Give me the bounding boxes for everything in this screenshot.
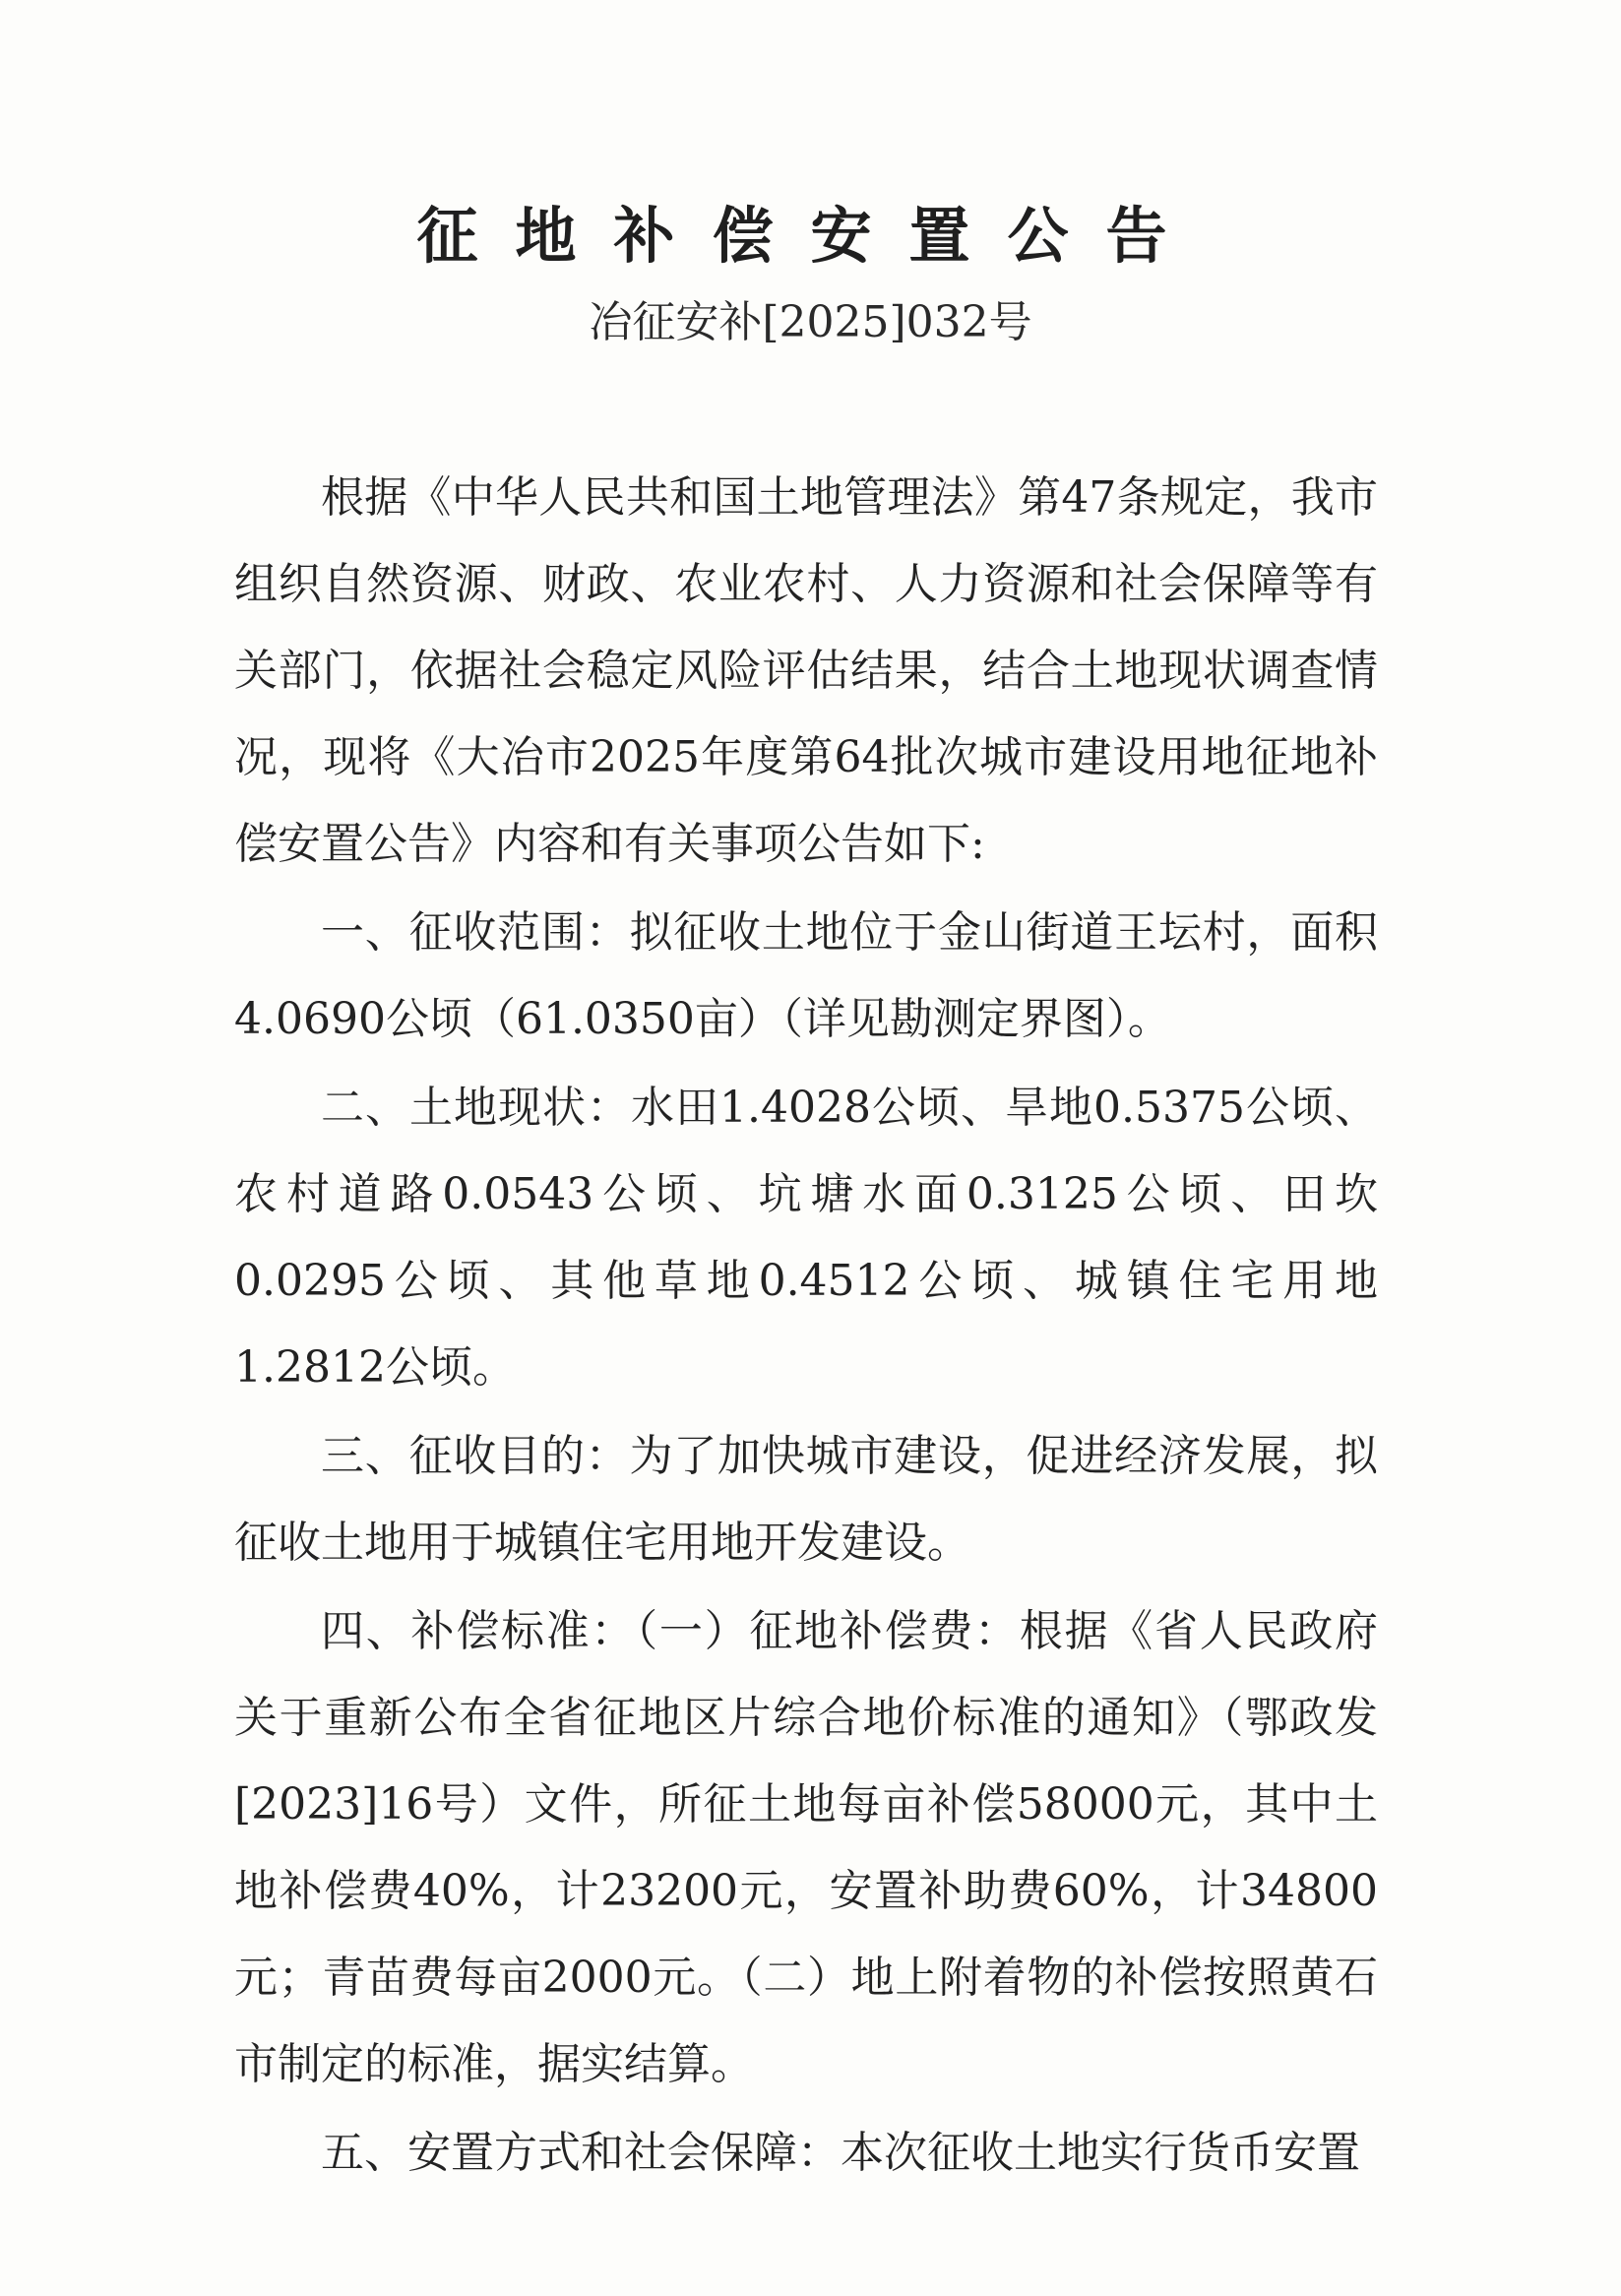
paragraph-purpose: 三、征收目的：为了加快城市建设，促进经济发展，拟征收土地用于城镇住宅用地开发建设。 bbox=[234, 1431, 1378, 1568]
paragraph-intro: 根据《中华人民共和国土地管理法》第47条规定，我市组织自然资源、财政、农业农村、人力资源和社会保障等有关部门，依据社会稳定风险评估结果，结合土地现状调查情况，现将《大冶市2025年度第64批次城市建设用地征地补偿安置公告》内容和有关事项公告如下: bbox=[234, 472, 1378, 869]
paragraph-scope: 一、征收范围：拟征收土地位于金山街道王坛村，面积4.0690公顷（61.0350亩）（详见勘测定界图）。 bbox=[234, 907, 1378, 1044]
document-body bbox=[234, 455, 1378, 2197]
paragraph-land-status: 二、土地现状：水田1.4028公顷、旱地0.5375公顷、农村道路0.0543公顷、坑塘水面0.3125公顷、田坎0.0295公顷、其他草地0.4512公顷、城镇住宅用地1.2812公顷。 bbox=[234, 1083, 1378, 1393]
document-number: 冶征安补[2025]032号 bbox=[589, 297, 1032, 347]
paragraph-resettlement: 五、安置方式和社会保障：本次征收土地实行货币安置 bbox=[321, 2128, 1360, 2178]
paragraph-compensation-standard: 四、补偿标准：（一）征地补偿费：根据《省人民政府关于重新公布全省征地区片综合地价标准的通知》（鄂政发[2023]16号）文件，所征土地每亩补偿58000元，其中土地补偿费40%，计23200元，安置补助费60%，计34800元；青苗费每亩2000元。（二）地上附着物的补偿按照黄石市制定的标准，据实结算。 bbox=[234, 1606, 1378, 2089]
page-title: 征地补偿安置公告 bbox=[416, 200, 1205, 272]
